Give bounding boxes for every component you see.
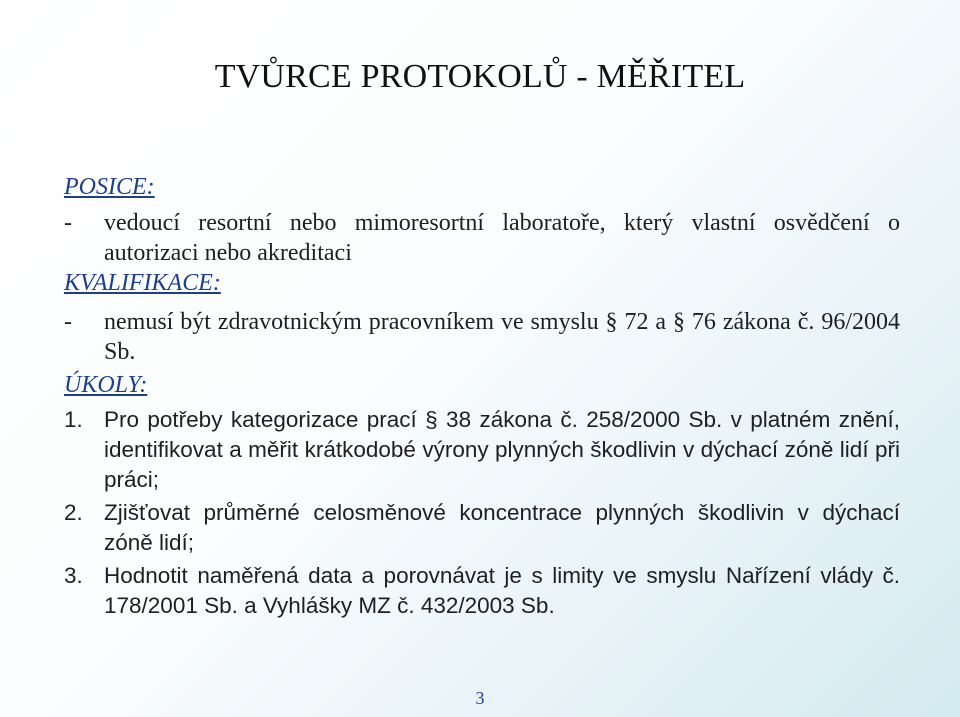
list-number: 1. — [64, 407, 83, 432]
heading-qualification: KVALIFIKACE: — [64, 270, 221, 296]
position-paragraph — [64, 208, 900, 268]
dash-marker: - — [64, 309, 72, 335]
list-number: 3. — [64, 563, 83, 588]
task-text: Hodnotit naměřená data a porovnávat je s limity ve smyslu Nařízení vlády č. 178/2001 Sb. a Vyhlášky MZ č. 432/2003 Sb. — [104, 563, 900, 618]
task-text: Zjišťovat průměrné celosměnové koncentrace plynných škodlivin v dýchací zóně lidí; — [104, 500, 900, 555]
list-number: 2. — [64, 500, 83, 525]
task-item-2 — [64, 498, 900, 558]
page-title: TVŮRCE PROTOKOLŮ - MĚŘITEL — [214, 58, 746, 95]
qualification-paragraph — [64, 307, 900, 367]
heading-position: POSICE: — [64, 174, 155, 200]
task-item-3 — [64, 561, 900, 621]
page-number: 3 — [475, 688, 485, 708]
qualification-text: nemusí být zdravotnickým pracovníkem ve smyslu § 72 a § 76 zákona č. 96/2004 Sb. — [104, 309, 900, 365]
dash-marker: - — [64, 210, 72, 236]
position-text: vedoucí resortní nebo mimoresortní laboratoře, který vlastní osvědčení o autorizaci nebo akreditaci — [104, 210, 900, 266]
task-text: Pro potřeby kategorizace prací § 38 zákona č. 258/2000 Sb. v platném znění, identifikovat a měřit krátkodobé výrony plynných škodlivin v dýchací zóně lidí při práci; — [104, 407, 900, 492]
heading-tasks: ÚKOLY: — [64, 372, 148, 398]
task-item-1 — [64, 405, 900, 495]
